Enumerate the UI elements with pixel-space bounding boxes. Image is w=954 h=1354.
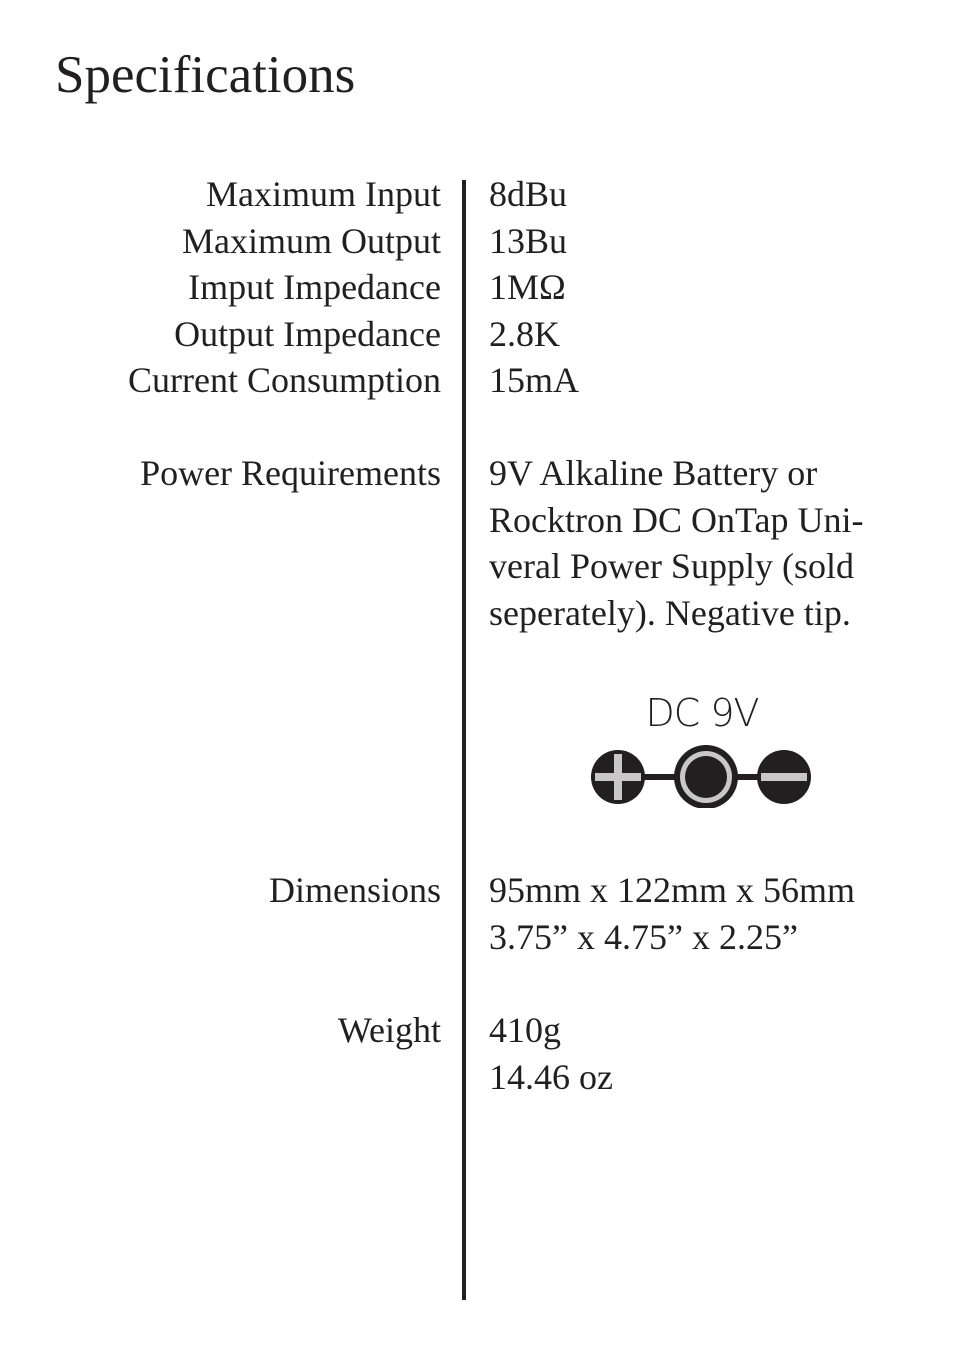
power-line-2: Rocktron DC OnTap Uni- (489, 499, 864, 540)
label-maximum-input: Maximum Input (206, 174, 441, 214)
page-title: Specifications (55, 46, 356, 104)
label-maximum-output: Maximum Output (182, 220, 441, 261)
weight-metric: 410g (489, 1010, 561, 1050)
polarity-symbol (590, 742, 814, 808)
dimensions-imperial: 3.75” x 4.75” x 2.25” (489, 916, 798, 957)
weight-imperial: 14.46 oz (489, 1056, 613, 1097)
label-dimensions: Dimensions (268, 870, 441, 910)
plus-icon (591, 750, 645, 804)
dc-polarity-diagram (590, 690, 814, 812)
label-input-impedance: Imput Impedance (188, 267, 441, 307)
power-requirements-label-block (140, 450, 441, 497)
label-current-consumption: Current Consumption (128, 360, 441, 400)
dimensions-label-block (269, 867, 441, 914)
value-input-impedance: 1MΩ (489, 267, 566, 307)
value-maximum-input: 8dBu (489, 174, 568, 214)
dc-jack-label: DC 9V (645, 691, 759, 735)
value-output-impedance: 2.8K (489, 313, 560, 354)
weight-value-block (489, 1007, 613, 1100)
power-line-3: veral Power Supply (sold (489, 546, 854, 586)
value-current-consumption: 15mA (489, 360, 579, 400)
spec-labels-group (128, 171, 441, 404)
power-line-1: 9V Alkaline Battery or (489, 453, 818, 493)
column-divider (462, 180, 466, 1300)
dc-jack-icon (674, 745, 738, 808)
label-weight: Weight (337, 1010, 441, 1050)
minus-icon (757, 750, 811, 804)
dimensions-metric: 95mm x 122mm x 56mm (489, 870, 856, 910)
power-line-4: seperately). Negative tip. (489, 592, 851, 633)
value-maximum-output: 13Bu (489, 220, 568, 261)
weight-label-block (338, 1007, 441, 1054)
spec-values-group (489, 171, 579, 404)
dimensions-value-block (489, 867, 855, 960)
label-power-requirements: Power Requirements (140, 453, 441, 493)
label-output-impedance: Output Impedance (174, 313, 441, 354)
power-requirements-value-block (489, 450, 863, 636)
